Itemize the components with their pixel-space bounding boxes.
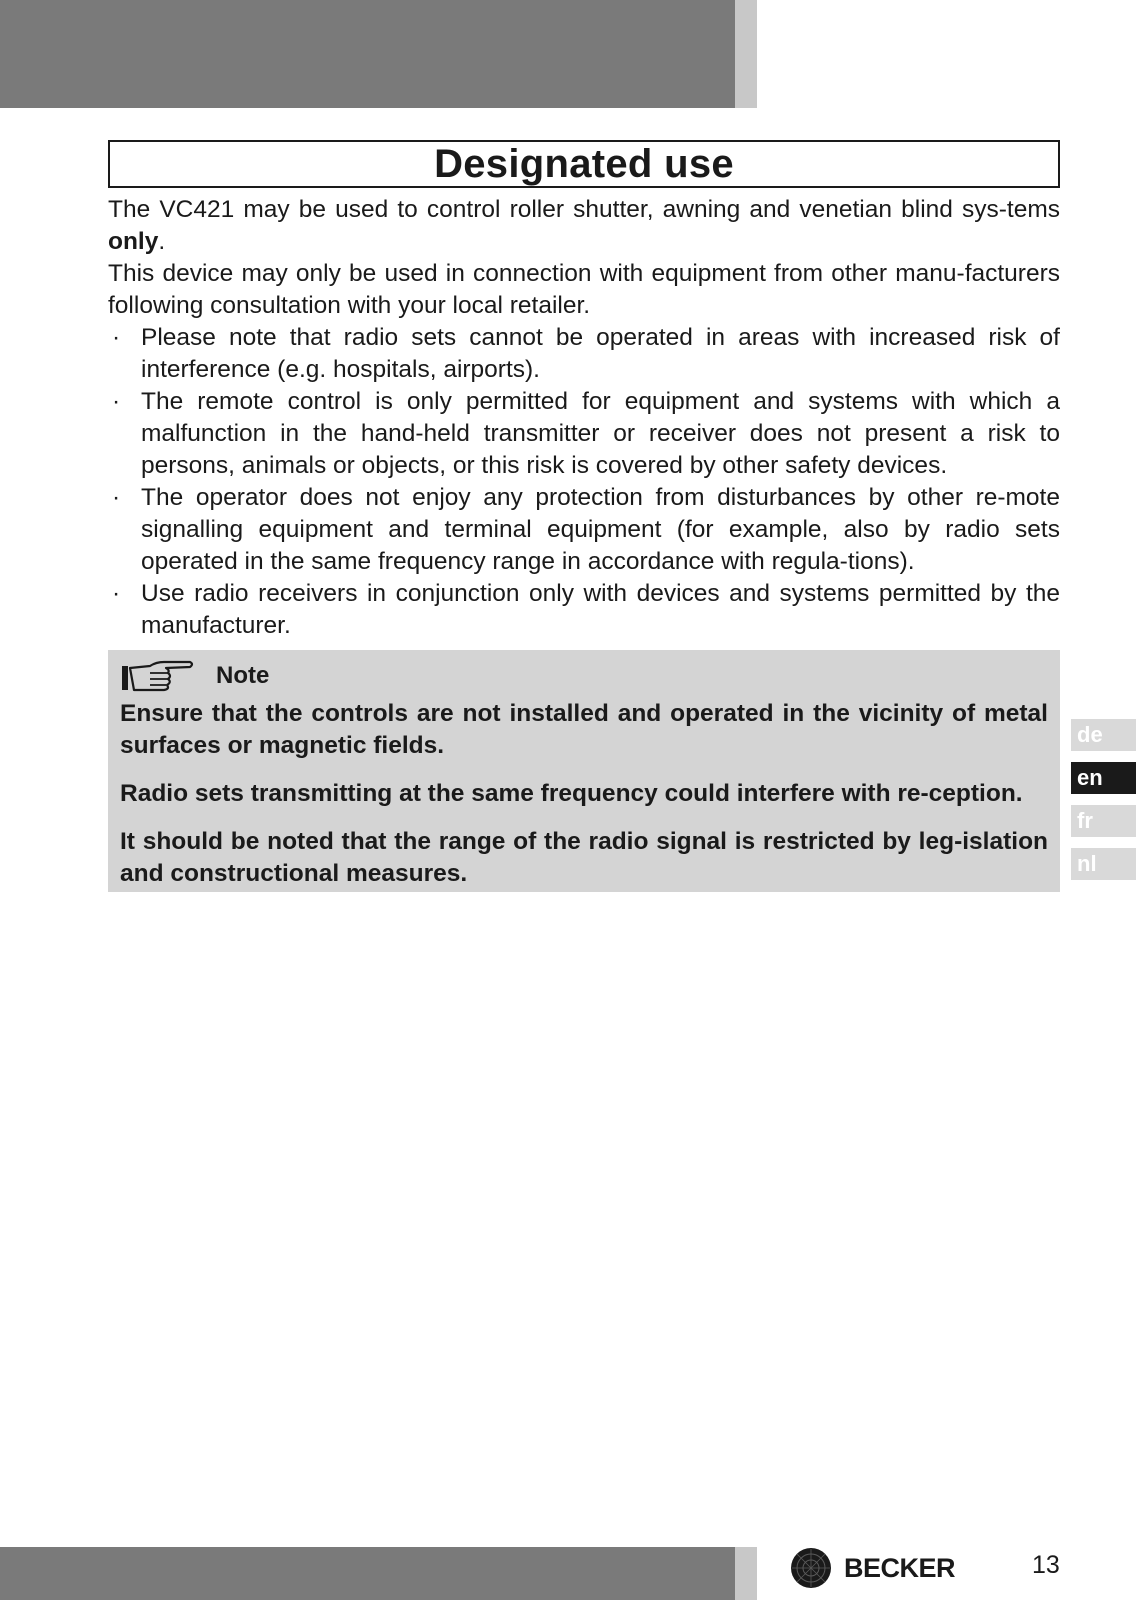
bullet-marker: ·	[112, 580, 121, 607]
language-tabs	[1071, 719, 1136, 891]
language-tab-nl[interactable]: nl	[1071, 848, 1136, 880]
bullet-marker: ·	[112, 484, 121, 511]
footer-logo	[790, 1545, 955, 1591]
intro-text: The VC421 may be used to control roller shutter, awning and venetian blind sys-tems	[108, 196, 1060, 223]
list-item	[108, 386, 1060, 482]
bullet-list	[108, 322, 1060, 642]
list-item-text: The remote control is only permitted for equipment and systems with which a malfunction in the hand-held transmitter or receiver does not present a risk to persons, animals or objects, or this risk is covered by other safety devices.	[141, 388, 1060, 479]
language-tab-de[interactable]: de	[1071, 719, 1136, 751]
body-text	[108, 194, 1060, 642]
bullet-marker: ·	[112, 324, 121, 351]
header-bar-edge	[735, 0, 757, 108]
language-tab-fr[interactable]: fr	[1071, 805, 1136, 837]
list-item-text: Use radio receivers in conjunction only with devices and systems permitted by the manufacturer.	[141, 580, 1060, 639]
note-box	[108, 650, 1060, 892]
note-header	[120, 654, 1048, 698]
pointing-hand-icon	[120, 656, 194, 696]
note-paragraph: It should be noted that the range of the radio signal is restricted by leg-islation and constructional measures.	[120, 828, 1048, 887]
footer-bar	[0, 1547, 735, 1600]
title-box	[108, 140, 1060, 188]
intro-text-end: .	[158, 228, 166, 255]
list-item	[108, 322, 1060, 386]
header-bar	[0, 0, 735, 108]
brand-name: BECKER	[844, 1552, 956, 1583]
list-item-text: The operator does not enjoy any protection from disturbances by other re-mote signalling equipment and terminal equipment (for example, also by radio sets operated in the same frequency range in accordance with regula-tions).	[141, 484, 1060, 575]
language-tab-en[interactable]: en	[1071, 762, 1136, 794]
page-title: Designated use	[434, 141, 734, 186]
page-content	[108, 140, 1060, 892]
list-item	[108, 578, 1060, 642]
intro-paragraph-2: This device may only be used in connection with equipment from other manu-facturers following consultation with your local retailer.	[108, 260, 1060, 319]
intro-paragraph-1	[108, 194, 1060, 258]
page-number: 13	[1032, 1551, 1060, 1579]
list-item-text: Please note that radio sets cannot be operated in areas with increased risk of interference (e.g. hospitals, airports).	[141, 324, 1060, 383]
bullet-marker: ·	[112, 388, 121, 415]
note-label: Note	[216, 662, 270, 689]
footer-bar-edge	[735, 1547, 757, 1600]
note-paragraph: Radio sets transmitting at the same frequency could interfere with re-ception.	[120, 780, 1023, 807]
note-paragraph: Ensure that the controls are not installed and operated in the vicinity of metal surfaces or magnetic fields.	[120, 700, 1048, 759]
intro-emphasis: only	[108, 228, 159, 255]
becker-logo-icon	[790, 1547, 832, 1589]
list-item	[108, 482, 1060, 578]
